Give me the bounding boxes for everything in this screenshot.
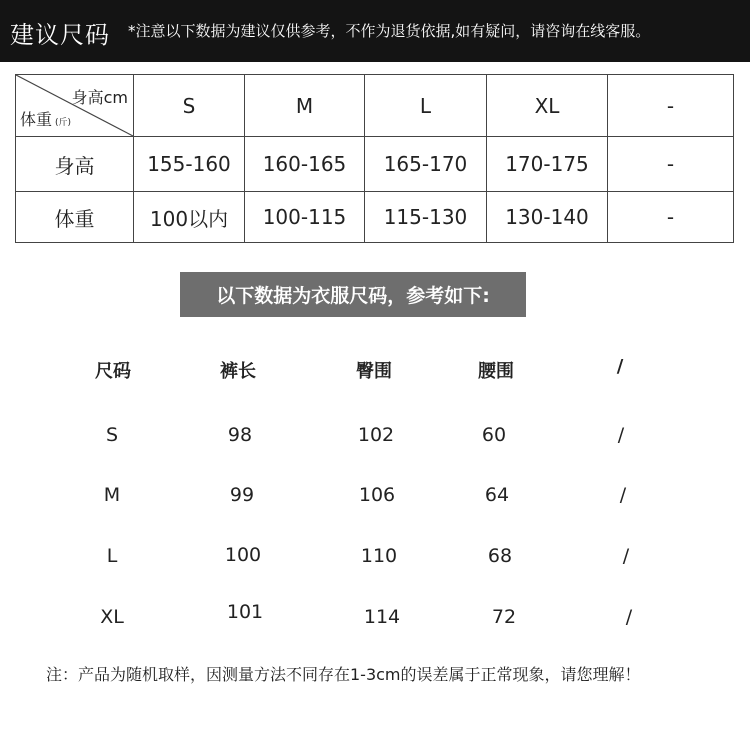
garment-cell: XL xyxy=(100,606,124,628)
table-cell: 100以内 xyxy=(134,192,245,243)
garment-cell: 110 xyxy=(360,545,398,567)
corner-weight-text: 体重 xyxy=(20,110,53,129)
garment-cell: 60 xyxy=(481,424,507,446)
table-cell: 160-165 xyxy=(245,137,365,192)
header-title: 建议尺码 xyxy=(10,21,110,49)
garment-cell: 72 xyxy=(491,606,517,628)
size-recommendation-table xyxy=(15,74,734,243)
header-bar xyxy=(0,0,750,62)
garment-cell: 101 xyxy=(226,601,264,623)
garment-cell: S xyxy=(105,424,119,446)
table-cell: 170-175 xyxy=(487,137,608,192)
header-note: *注意以下数据为建议仅供参考，不作为退货依据,如有疑问，请咨询在线客服。 xyxy=(128,22,651,40)
garment-cell: 98 xyxy=(227,424,253,446)
table-cell: 155-160 xyxy=(134,137,245,192)
table-cell: 100-115 xyxy=(245,192,365,243)
garment-cell: / xyxy=(625,606,633,628)
garment-cell: 114 xyxy=(363,606,401,628)
size-col-xl: XL xyxy=(487,75,608,137)
row-label-weight: 体重 xyxy=(16,192,134,243)
garment-header-extra: / xyxy=(616,356,624,377)
size-table-corner-cell xyxy=(16,75,134,137)
size-col-l: L xyxy=(365,75,487,137)
garment-cell: 68 xyxy=(487,545,513,567)
footer-note: 注：产品为随机取样，因测量方法不同存在1-3cm的误差属于正常现象，请您理解！ xyxy=(46,665,641,684)
garment-header-waist: 腰围 xyxy=(478,361,514,382)
garment-cell: M xyxy=(103,484,121,506)
corner-weight-label xyxy=(20,107,71,130)
size-table-row-height xyxy=(16,137,734,192)
size-col-s: S xyxy=(134,75,245,137)
garment-header-size: 尺码 xyxy=(95,361,131,382)
corner-weight-unit: (斤) xyxy=(55,118,72,128)
garment-cell: / xyxy=(617,424,625,446)
garment-cell: 64 xyxy=(484,484,510,506)
garment-cell: 102 xyxy=(357,424,395,446)
table-cell: 165-170 xyxy=(365,137,487,192)
garment-size-banner: 以下数据为衣服尺码，参考如下: xyxy=(180,272,526,317)
garment-cell: 99 xyxy=(229,484,255,506)
size-table-header-row xyxy=(16,75,734,137)
garment-cell: 100 xyxy=(224,544,262,566)
garment-header-length: 裤长 xyxy=(220,361,256,382)
garment-cell: L xyxy=(106,545,118,567)
garment-cell: / xyxy=(619,484,627,506)
garment-cell: / xyxy=(622,545,630,567)
table-cell: 130-140 xyxy=(487,192,608,243)
table-cell: - xyxy=(608,137,734,192)
garment-header-hip: 臀围 xyxy=(356,361,392,382)
size-col-m: M xyxy=(245,75,365,137)
garment-cell: 106 xyxy=(358,484,396,506)
row-label-height: 身高 xyxy=(16,137,134,192)
table-cell: 115-130 xyxy=(365,192,487,243)
size-table-row-weight xyxy=(16,192,734,243)
corner-height-label: 身高cm xyxy=(71,88,128,107)
table-cell: - xyxy=(608,192,734,243)
size-col-extra: - xyxy=(608,75,734,137)
